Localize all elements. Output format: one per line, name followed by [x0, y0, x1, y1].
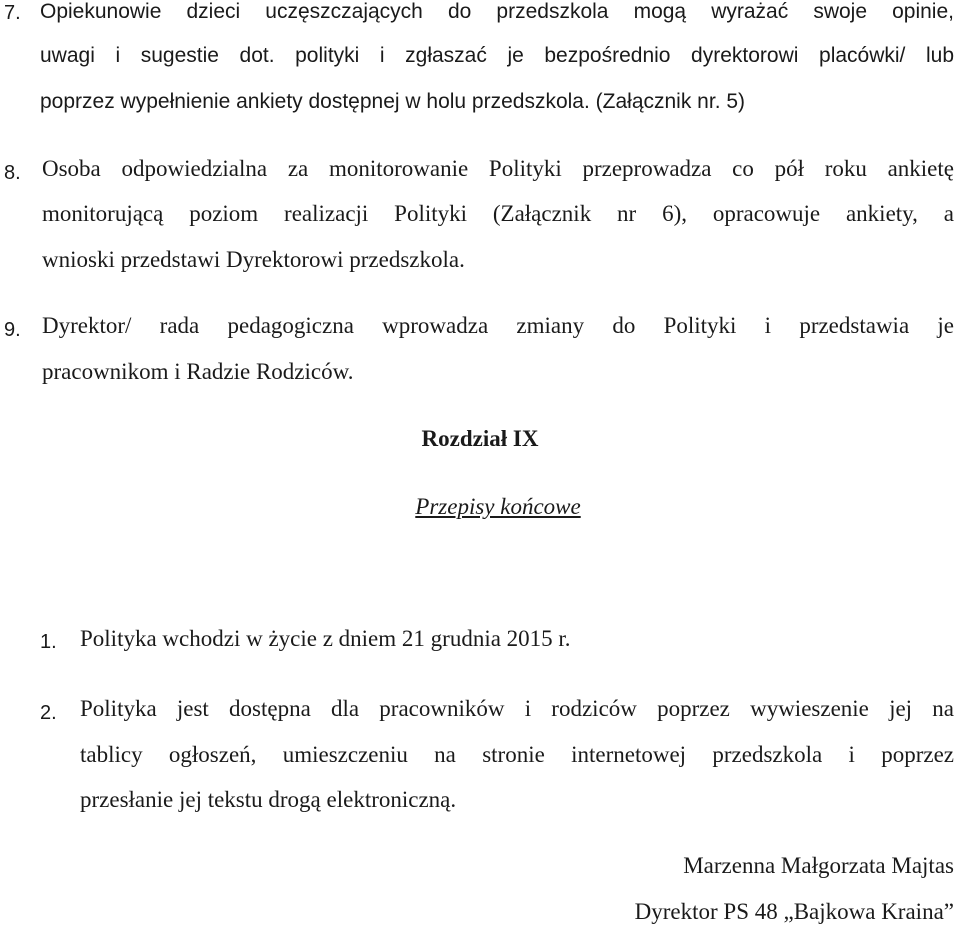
paragraph-line: Opiekunowie dzieci uczęszczających do przedszkola mogą wyrażać swoje opinie, — [40, 0, 954, 23]
paragraph-line: Polityka wchodzi w życie z dniem 21 grudnia 2015 r. — [80, 626, 571, 651]
signature-role: Dyrektor PS 48 „Bajkowa Kraina” — [634, 899, 954, 924]
chapter-title: Rozdział IX — [421, 426, 539, 451]
paragraph-line: poprzez wypełnienie ankiety dostępnej w holu przedszkola. (Załącznik nr. 5) — [40, 90, 746, 113]
paragraph-line: przesłanie jej tekstu drogą elektroniczną. — [80, 787, 457, 812]
paragraph-line: tablicy ogłoszeń, umieszczeniu na stronie internetowej przedszkola i poprzez — [80, 742, 954, 767]
list-number: 9. — [4, 319, 21, 341]
list-number: 1. — [40, 631, 57, 653]
paragraph-line: Dyrektor/ rada pedagogiczna wprowadza zmiany do Polityki i przedstawia je — [42, 313, 954, 338]
paragraph-line: Osoba odpowiedzialna za monitorowanie Polityki przeprowadza co pół roku ankietę — [42, 156, 954, 181]
paragraph-line: pracownikom i Radzie Rodziców. — [42, 359, 354, 384]
list-number: 2. — [40, 702, 57, 724]
chapter-subtitle: Przepisy końcowe — [415, 494, 581, 519]
list-number: 8. — [4, 162, 21, 184]
list-number: 7. — [4, 2, 21, 24]
paragraph-line: monitorującą poziom realizacji Polityki (Załącznik nr 6), opracowuje ankiety, a — [42, 201, 954, 226]
signature-name: Marzenna Małgorzata Majtas — [683, 853, 954, 878]
paragraph-line: Polityka jest dostępna dla pracowników i rodziców poprzez wywieszenie jej na — [80, 696, 954, 721]
paragraph-line: uwagi i sugestie dot. polityki i zgłaszać je bezpośrednio dyrektorowi placówki/ lub — [40, 44, 954, 67]
paragraph-line: wnioski przedstawi Dyrektorowi przedszkola. — [42, 247, 465, 272]
